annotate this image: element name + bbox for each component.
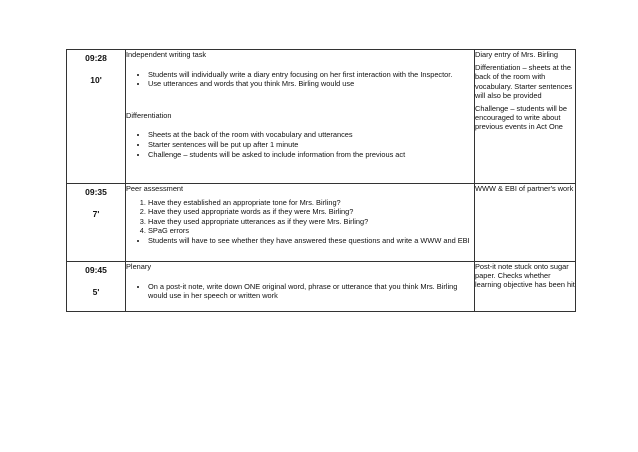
table-row (67, 50, 576, 184)
list-item: 1. Have they established an appropriate tone for Mrs. Birling? (148, 198, 474, 208)
start-time: 09:45 (85, 265, 107, 275)
activity-cell (126, 50, 475, 184)
table-row (67, 262, 576, 312)
resources-cell (475, 262, 576, 312)
time-cell (67, 262, 126, 312)
table-row (67, 184, 576, 262)
list-item: • Students will individually write a diary entry focusing on her first interaction with the Inspector. (148, 70, 474, 80)
differentiation-bullets (126, 130, 474, 159)
time-cell (67, 50, 126, 184)
lesson-plan-table (66, 49, 576, 312)
activity-subheading: Differentiation (126, 110, 172, 120)
resource-text: WWW & EBI of partner's work (475, 184, 574, 193)
list-item: • Starter sentences will be put up after 1 minute (148, 140, 474, 150)
start-time: 09:28 (85, 53, 107, 63)
list-item: 2. Have they used appropriate words as if they were Mrs. Birling? (148, 207, 474, 217)
resource-text: Diary entry of Mrs. Birling (475, 50, 558, 59)
activity-cell (126, 184, 475, 262)
time-cell (67, 184, 126, 262)
duration: 5' (92, 287, 100, 297)
list-item: • Use utterances and words that you think Mrs. Birling would use (148, 79, 474, 89)
resource-text: Post-it note stuck onto sugar paper. Checks whether learning objective has been hit (475, 262, 575, 290)
resources-cell (475, 50, 576, 184)
list-item: • Challenge – students will be asked to include information from the previous act (148, 150, 474, 160)
assessment-questions (126, 198, 474, 236)
list-item: • Students will have to see whether they have answered these questions and write a WWW and EBI (148, 236, 474, 246)
activity-bullets (126, 236, 474, 246)
list-item: 4. SPaG errors (148, 226, 474, 236)
resource-text: Differentiation – sheets at the back of the room with vocabulary. Starter sentences will also be provided (475, 63, 573, 100)
list-item: • On a post-it note, write down ONE original word, phrase or utterance that you think Mrs. Birling would use in her speech or written work (148, 282, 474, 301)
activity-title: Plenary (126, 262, 152, 271)
activity-bullets (126, 282, 474, 301)
activity-title: Peer assessment (126, 184, 184, 193)
duration: 10' (90, 75, 102, 85)
list-item: • Sheets at the back of the room with vocabulary and utterances (148, 130, 474, 140)
activity-cell (126, 262, 475, 312)
list-item: 3. Have they used appropriate utterances as if they were Mrs. Birling? (148, 217, 474, 227)
duration: 7' (92, 209, 100, 219)
start-time: 09:35 (85, 187, 107, 197)
activity-bullets (126, 70, 474, 89)
resources-cell (475, 184, 576, 262)
activity-title: Independent writing task (126, 50, 207, 59)
resource-text: Challenge – students will be encouraged to write about previous events in Act One (475, 104, 568, 132)
